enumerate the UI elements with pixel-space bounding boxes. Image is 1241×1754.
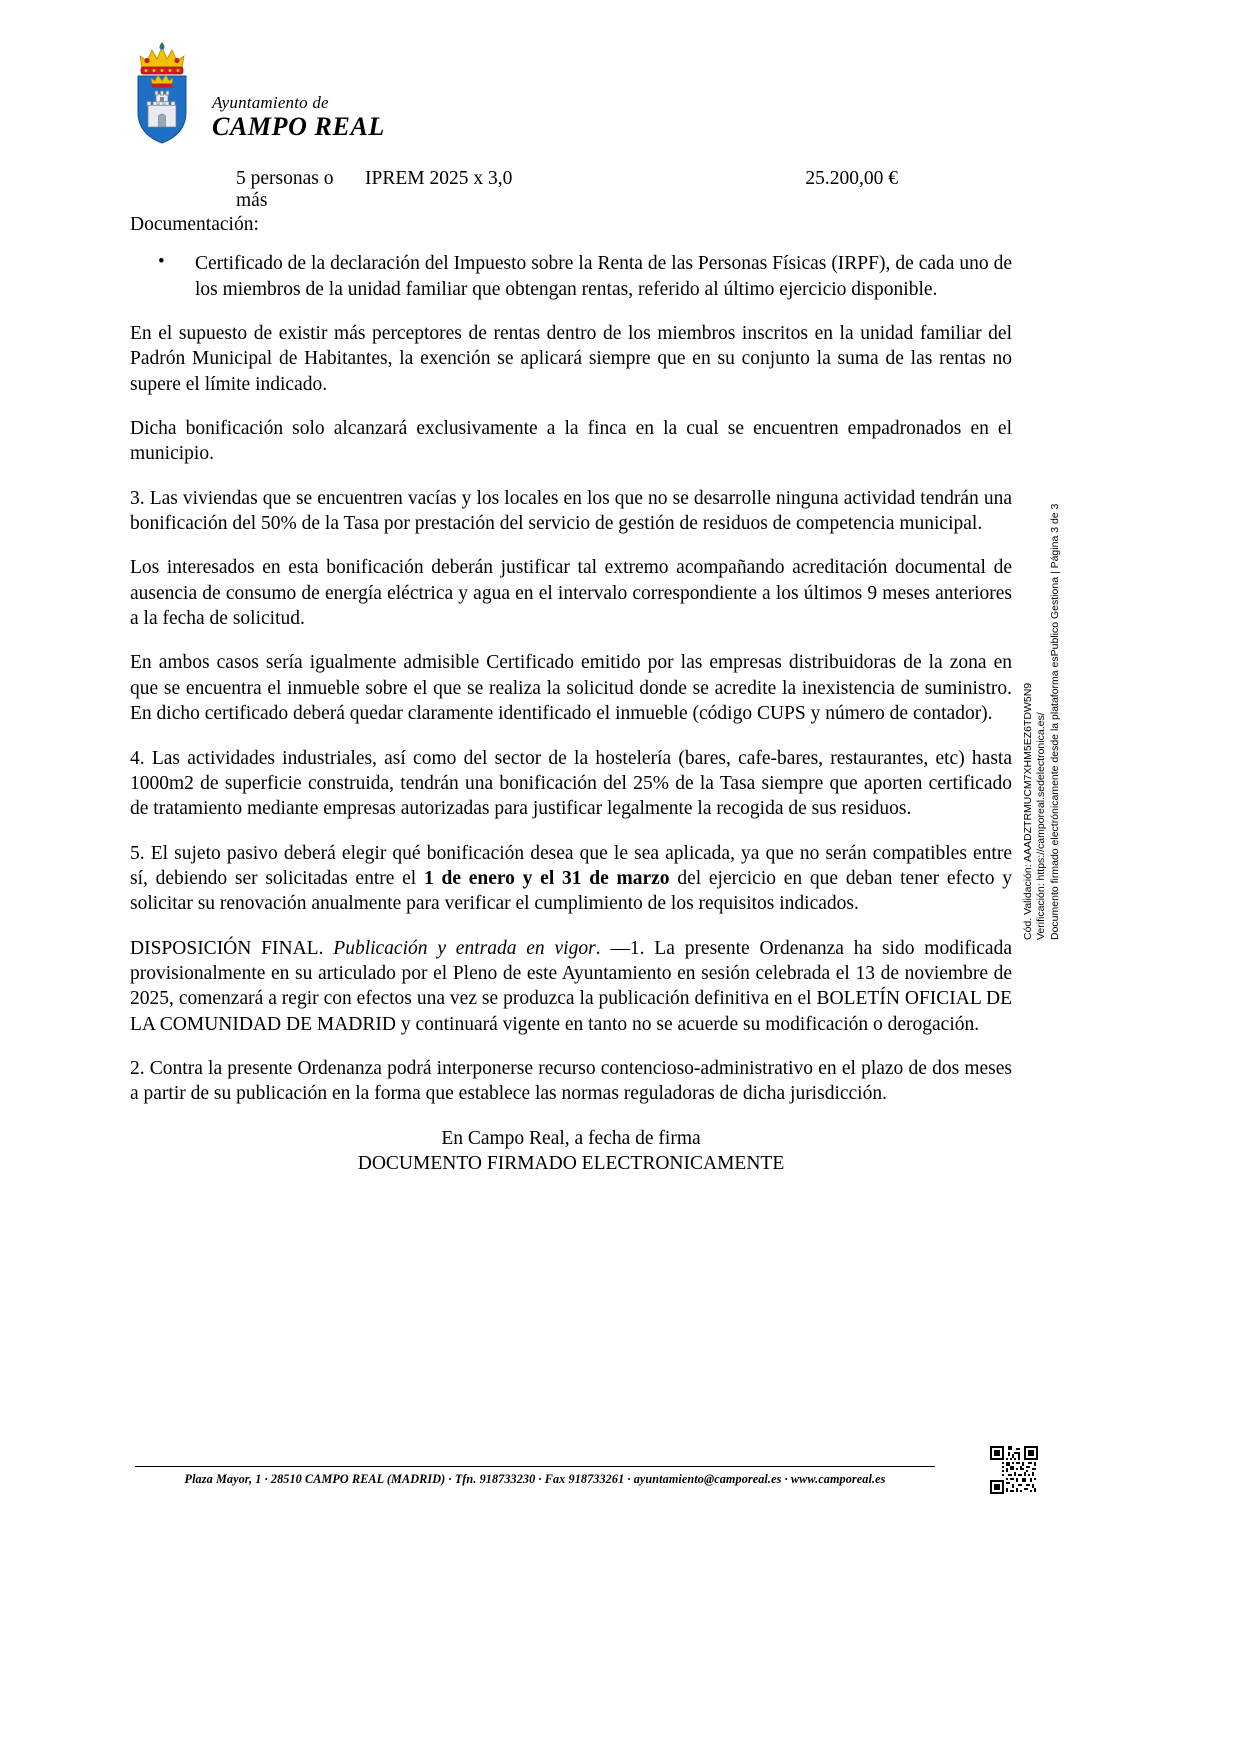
qr-code-icon	[988, 1444, 1040, 1496]
bullet-icon: •	[158, 251, 165, 273]
rate-table-row	[130, 168, 1010, 212]
paragraph-clause-3: 3. Las viviendas que se encuentren vacías y los locales en los que no se desarrolle ninguna actividad tendrán una bonificación del 50% de la Tasa por prestación del servicio de gestión de residuos de competencia municipal.	[130, 487, 1012, 535]
paragraph-ambos-casos: En ambos casos sería igualmente admisible Certificado emitido por las empresas distribuidoras de la zona en que se encuentra el inmueble sobre el que se realiza la solicitud donde se acredite la inexistencia de suministro. En dicho certificado deberá quedar claramente identificado el inmueble (código CUPS y número de contador).	[130, 652, 1012, 725]
document-body	[130, 212, 1012, 1176]
paragraph-clause-5	[130, 841, 1012, 917]
list-item-text: Certificado de la declaración del Impuesto sobre la Renta de las Personas Físicas (IRPF), de cada uno de los miembros de la unidad familiar que obtengan rentas, referido al último ejercicio disponible.	[195, 253, 1012, 300]
paragraph-recurso: 2. Contra la presente Ordenanza podrá interponerse recurso contencioso-administrativo en el plazo de dos meses a partir de su publicación en la forma que establece las normas reguladoras de dicha jurisdicción.	[130, 1057, 1012, 1105]
rate-formula: IPREM 2025 x 3,0	[365, 168, 513, 189]
page-footer: Plaza Mayor, 1 · 28510 CAMPO REAL (MADRID) · Tfn. 918733230 · Fax 918733261 · ayuntamiento@camporeal.es · www.camporeal.es	[135, 1466, 935, 1487]
paragraph-perceptores: En el supuesto de existir más perceptores de rentas dentro de los miembros inscritos en la unidad familiar del Padrón Municipal de Habitantes, la exención se aplicará siempre que en su conjunto la suma de las rentas no supere el límite indicado.	[130, 323, 1012, 395]
paragraph-interesados: Los interesados en esta bonificación deberán justificar tal extremo acompañando acreditación documental de ausencia de consumo de energía eléctrica y agua en el intervalo correspondiente a los últimos 9 meses anteriores a la fecha de solicitud.	[130, 557, 1012, 630]
crest-wordmark	[212, 94, 385, 146]
validation-code: Cód. Validación: AAADZTRMUCM7XHM5EZ6TDW5N9	[1022, 682, 1034, 940]
document-header	[130, 38, 385, 146]
validation-url: Verificación: https://camporeal.sedelectronica.es/	[1035, 712, 1048, 940]
signature-place-date: En Campo Real, a fecha de firma	[441, 1127, 701, 1149]
clause-5-dates: 1 de enero y el 31 de marzo	[423, 867, 670, 889]
rate-persons: 5 personas o más	[236, 168, 334, 211]
clause-5-part-b: del ejercicio en que deban tener efecto y solicitar su renovación anualmente para verificar el cumplimiento de los requisitos indicados.	[130, 867, 1012, 915]
disposicion-text: . —1. La presente Ordenanza ha sido modificada provisionalmente en su articulado por el Pleno de este Ayuntamiento en sesión celebrada el 13 de noviembre de 2025, comenzará a regir con efectos una vez se produzca la publicación definitiva en el BOLETÍN OFICIAL DE LA COMUNIDAD DE MADRID y continuará vigente en tanto no se acuerde su modificación o derogación.	[130, 937, 1012, 1035]
validation-strip	[1022, 420, 1066, 940]
signature-block	[130, 1126, 1012, 1177]
clause-5-part-a: 5. El sujeto pasivo deberá elegir qué bonificación desea que le sea aplicada, ya que no serán compatibles entre sí, debiendo ser solicitadas entre el	[130, 842, 1012, 889]
documentation-list	[130, 251, 1012, 302]
disposicion-subtitle: Publicación y entrada en vigor	[333, 937, 596, 959]
paragraph-clause-4: 4. Las actividades industriales, así como del sector de la hostelería (bares, cafe-bares, restaurantes, etc) hasta 1000m2 de superficie construida, tendrán una bonificación del 25% de la Tasa siempre que aporten certificado de tratamiento mediante empresas autorizadas para justificar legalmente la recogida de sus residuos.	[130, 747, 1012, 820]
rate-amount: 25.200,00 €	[805, 168, 898, 189]
disposicion-heading: DISPOSICIÓN FINAL.	[130, 937, 334, 959]
crest-line-ayuntamiento: Ayuntamiento de	[212, 93, 329, 112]
documentation-label: Documentación:	[130, 214, 259, 235]
list-item	[130, 251, 1012, 302]
coat-of-arms-icon	[130, 38, 202, 146]
validation-platform-note: Documento firmado electrónicamente desde la plataforma esPublico Gestiona | Página 3 de 3	[1048, 503, 1061, 940]
paragraph-disposicion-final	[130, 936, 1012, 1037]
crest-line-campo-real: CAMPO REAL	[212, 112, 385, 141]
paragraph-bonificacion-finca: Dicha bonificación solo alcanzará exclusivamente a la finca en la cual se encuentren empadronados en el municipio.	[130, 418, 1012, 465]
signature-electronic-note: DOCUMENTO FIRMADO ELECTRONICAMENTE	[357, 1152, 785, 1174]
